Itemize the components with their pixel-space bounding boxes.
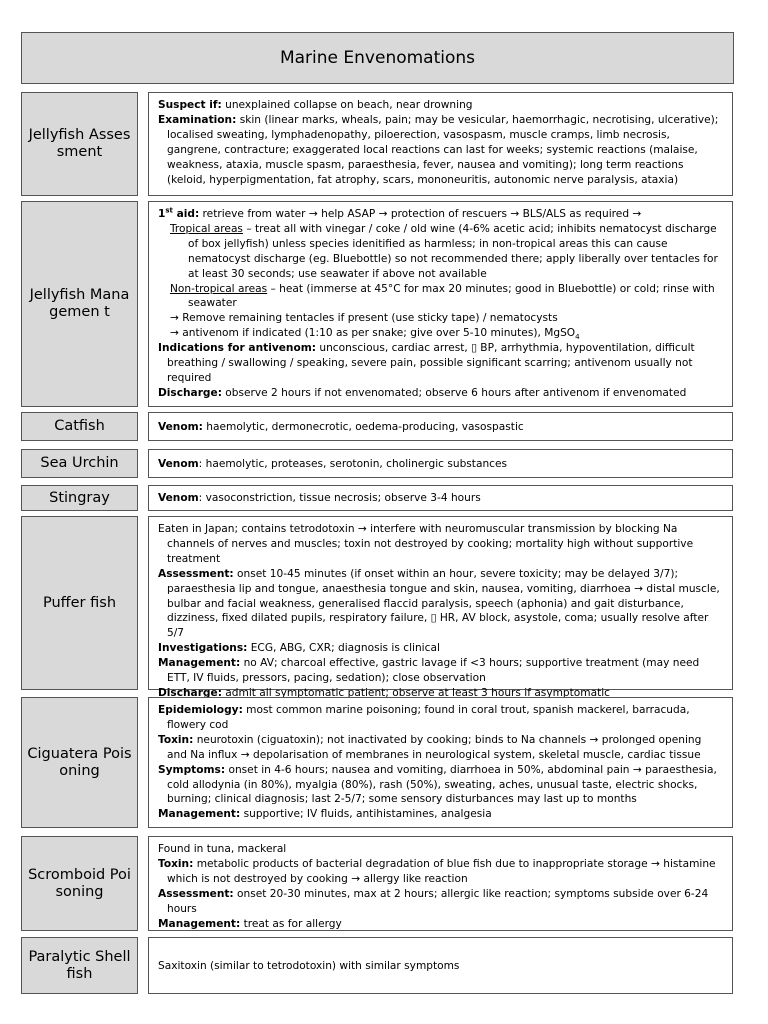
section-puffer-fish [0, 516, 768, 699]
section-content: Venom: haemolytic, dermonecrotic, oedema-producing, vasospastic [148, 412, 733, 441]
section-content: Venom: haemolytic, proteases, serotonin, cholinergic substances [148, 449, 733, 478]
section-content: Eaten in Japan; contains tetrodotoxin → interfere with neuromuscular transmission by blocking Na channels of nerves and muscles; toxin not destroyed by cooking; mortality high without supportive treatment Assessment: onset 10-45 minutes (if onset within an hour, severe toxicity; may be delayed 3/7); paraesthesia lip and tongue, anaesthesia tongue and skin, nausea, vomiting, diarrhoea → distal muscle, bulbar and facial weakness, generalised flaccid paralysis, speech (aphonia) and gait disturbance, dizziness, fixed dilated pupils, respiratory failure, ▯ HR, AV block, asystole, coma; usually resolve after 5/7 Investigations: ECG, ABG, CXR; diagnosis is clinical Management: no AV; charcoal effective, gastric lavage if <3 hours; supportive treatment (may need ETT, IV fluids, pressors, pacing, sedation); close observation Discharge: admit all symptomatic patient; observe at least 3 hours if asymptomatic [148, 516, 733, 690]
section-label: Paralytic Shellfish [21, 937, 138, 994]
section-label: Scromboid Poisoning [21, 836, 138, 931]
section-label: Puffer fish [21, 516, 138, 690]
page-title-text: Marine Envenomations [279, 48, 476, 68]
section-content: Saxitoxin (similar to tetrodotoxin) with similar symptoms [148, 937, 733, 994]
section-label: Jellyfish Managemen t [21, 201, 138, 407]
section-label: Stingray [21, 485, 138, 511]
section-stingray [0, 485, 768, 511]
section-paralytic-shellfish [0, 937, 768, 994]
section-label: Sea Urchin [21, 449, 138, 478]
section-content: Suspect if: unexplained collapse on beach, near drowning Examination: skin (linear marks, wheals, pain; may be vesicular, haemorrhagic, necrotising, ulcerative); localised sweating, lymphadenopathy, piloerection, vasospasm, muscle cramps, limb necrosis, gangrene, contracture; exaggerated local reactions can last for weeks; systemic reactions (malaise, weakness, ataxia, muscle spasm, paraesthesia, fever, nausea and vomiting); long term reactions (keloid, hyperpigmentation, fat atrophy, scars, mononeuritis, autonomic nerve paralysis, ataxia) [148, 92, 733, 196]
page-title [21, 32, 734, 84]
section-label: Jellyfish Assessment [21, 92, 138, 196]
section-scromboid [0, 836, 768, 931]
section-label: Catfish [21, 412, 138, 441]
section-content: Found in tuna, mackeral Toxin: metabolic products of bacterial degradation of blue fish due to inappropriate storage → histamine which is not destroyed by cooking → allergy like reaction Assessment: onset 20-30 minutes, max at 2 hours; allergic like reaction; symptoms subside over 6-24 hours Management: treat as for allergy [148, 836, 733, 931]
section-jellyfish-assessment [0, 92, 768, 196]
section-catfish [0, 412, 768, 441]
section-label: Ciguatera Poisoning [21, 697, 138, 828]
section-jellyfish-management [0, 201, 768, 407]
section-sea-urchin [0, 449, 768, 478]
section-content: Epidemiology: most common marine poisoning; found in coral trout, spanish mackerel, barracuda, flowery cod Toxin: neurotoxin (ciguatoxin); not inactivated by cooking; binds to Na channels → prolonged opening and Na influx → depolarisation of membranes in neurological system, skeletal muscle, cardiac tissue Symptoms: onset in 4-6 hours; nausea and vomiting, diarrhoea in 50%, abdominal pain → paraesthesia, cold allodynia (in 80%), myalgia (80%), rash (50%), sweating, aches, unusual taste, electric shocks, burning; clinical diagnosis; last 2-5/7; some sensory disturbances may last up to months Management: supportive; IV fluids, antihistamines, analgesia [148, 697, 733, 828]
section-ciguatera [0, 697, 768, 828]
section-content: 1st aid: retrieve from water → help ASAP → protection of rescuers → BLS/ALS as required → Tropical areas – treat all with vinegar / coke / old wine (4-6% acetic acid; inhibits nematocyst discharge of box jellyfish) unless species idenitified as harmless; in non-tropical areas this can cause nematocyst discharge (eg. Bluebottle) so not recommended there; apply liberally over tentacles for at least 30 seconds; use seawater if above not available Non-tropical areas – heat (immerse at 45°C for max 20 minutes; good in Bluebottle) or cold; rinse with seawater → Remove remaining tentacles if present (use sticky tape) / nematocysts → antivenom if indicated (1:10 as per snake; give over 5-10 minutes), MgSO$_4$ Indications for antivenom: unconscious, cardiac arrest, ▯ BP, arrhythmia, hypoventilation, difficult breathing / swallowing / speaking, severe pain, possible significant scarring; antivenom usually not required Discharge: observe 2 hours if not envenomated; observe 6 hours after antivenom if envenomated [148, 201, 733, 407]
section-content: Venom: vasoconstriction, tissue necrosis; observe 3-4 hours [148, 485, 733, 511]
